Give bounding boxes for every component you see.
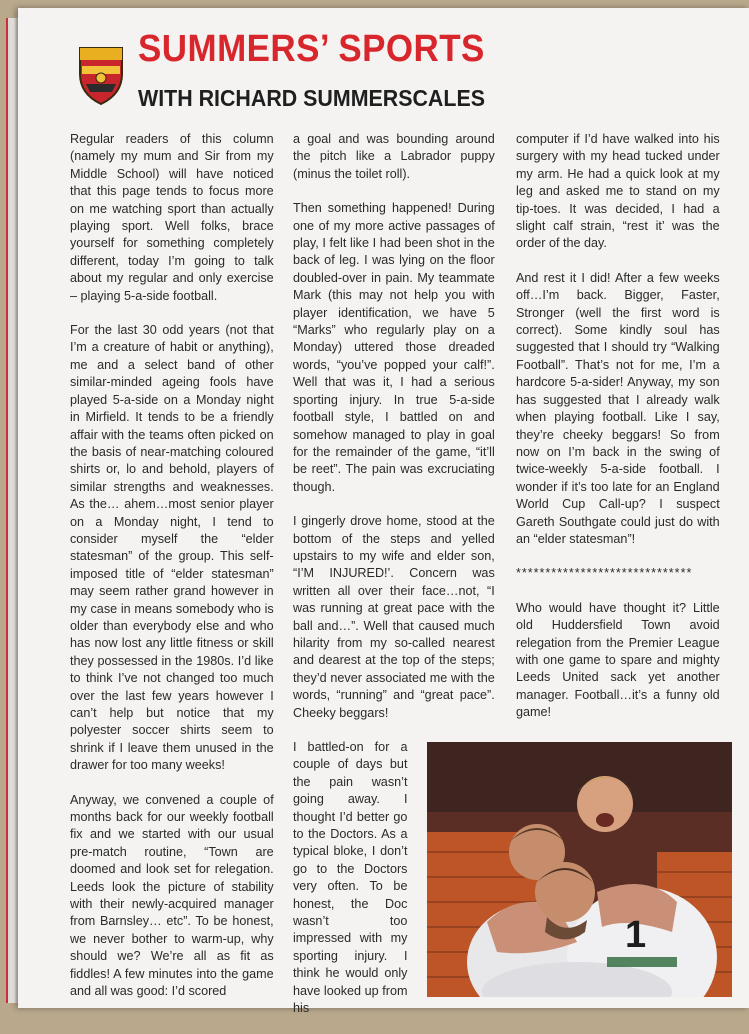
paragraph: Then something happened! During one of my more active passages of play, I felt like I had been shot in the back of leg. I was lying on the floor doubled-over in pain. My teammate Mark (this may not help you with player identification, we have 5 “Marks” who regularly play on a Monday) uttered those dreaded words, “you’ve popped your calf!”. Well that was it, I had a serious sporting injury. In true 5-a-side football style, I battled on and somehow managed to play in goal for the remainder of the game, “it’ll be reet”. The pain was excruciating though. (293, 200, 495, 494)
page-title: SUMMERS’ SPORTS (138, 28, 485, 70)
paragraph: For the last 30 odd years (not that I’m a creature of habit or anything), me and a select band of other similar-minded ageing fools have played 5-a-side on a Monday night in Mirfield. It tends to be a friendly affair with the teams often picked on the basis of near-matching coloured shirts or, lo and behold, players of similar strengths and weaknesses. As the… ahem…most senior player on a Monday night, I tend to consider myself the “elder statesman” of the group. This self-imposed title of “elder statesman” may seem rather grand however in my case in means somebody who is older than everybody else and who has now lost any little fitness or skill they possessed in the 1980s. I’d like to think I’ve not changed too much over the last few years however I can’t help but notice that my polyester soccer shirts seem to shrink if I leave them unused in the drawer for too many weeks! (70, 322, 274, 773)
paragraph: a goal and was bounding around the pitch like a Labrador puppy (minus the toilet roll). (293, 131, 495, 181)
article-column-1 (70, 130, 274, 1017)
paragraph: computer if I’d have walked into his surgery with my head tucked under my arm. He had a quick look at my leg and asked me to stand on my tip-toes. It was decided, I had a slight calf strain, “rest it’ was the order of the day. (516, 131, 720, 251)
magazine-page (18, 8, 749, 1016)
paragraph-beside-photo: I battled-on for a couple of days but the pain wasn’t going away. I thought I’d better go to the Doctors. As a typical bloke, I don’t go to the Doctors very often. To be honest, the Doc wasn’t too impressed with my sporting injury. I think he would only have looked up from his (293, 739, 408, 1016)
paragraph: I gingerly drove home, stood at the bottom of the steps and yelled upstairs to my wife and elder son, “I’M INJURED!’. Concern was written all over their face…not, “I was running at great pace with the ball and…”. Well that caused much hilarity from my so-called nearest and dearest at the top of the steps; they’d never associated me with the words, “running” and “great pace”. Cheeky beggars! (293, 513, 495, 720)
club-crest-icon (78, 44, 124, 106)
celebration-photo (427, 742, 732, 997)
photo-illustration (427, 742, 732, 997)
jersey-number: 1 (625, 914, 647, 956)
paragraph: Who would have thought it? Little old Huddersfield Town avoid relegation from the Premier League with one game to spare and mighty Leeds United sack yet another manager. Football…it’s a funny old game! (516, 599, 720, 720)
section-separator: ****************************** (516, 565, 693, 581)
article-column-3 (516, 130, 720, 738)
paragraph: Anyway, we convened a couple of months back for our weekly football fix and we started with our usual pre-match routine, “Town are doomed and look set for relegation. Leeds look the picture of stability with their newly-acquired manager from Barnsley… etc”. To be honest, we never bother to warm-up, why should we? We’re all as fit as fiddles! A few minutes into the game and all was good: I’d scored (70, 791, 274, 999)
page-subtitle: WITH RICHARD SUMMERSCALES (138, 85, 485, 111)
paragraph: Regular readers of this column (namely my mum and Sir from my Middle School) will have noticed that this page tends to focus more on me watching sport than actually playing sport. Well folks, brace yourself for something completely different, today I’m going to talk about my regular and only exercise – playing 5-a-side football. (70, 131, 274, 303)
paragraph: And rest it I did! After a few weeks off…I’m back. Bigger, Faster, Stronger (well the first word is correct). Some kindly soul has suggested that I should try “Walking Football”. That’s not for me, I’m a hardcore 5-a-sider! Anyway, my son has suggested that I already walk when playing football. Like I say, they’re cheeky beggars! So from now on I’m back in the swing of twice-weekly 5-a-side football. I wonder if it’s too late for an England World Cup Call-up? I suspect Gareth Southgate could just do with an “elder statesman”! (516, 269, 720, 546)
